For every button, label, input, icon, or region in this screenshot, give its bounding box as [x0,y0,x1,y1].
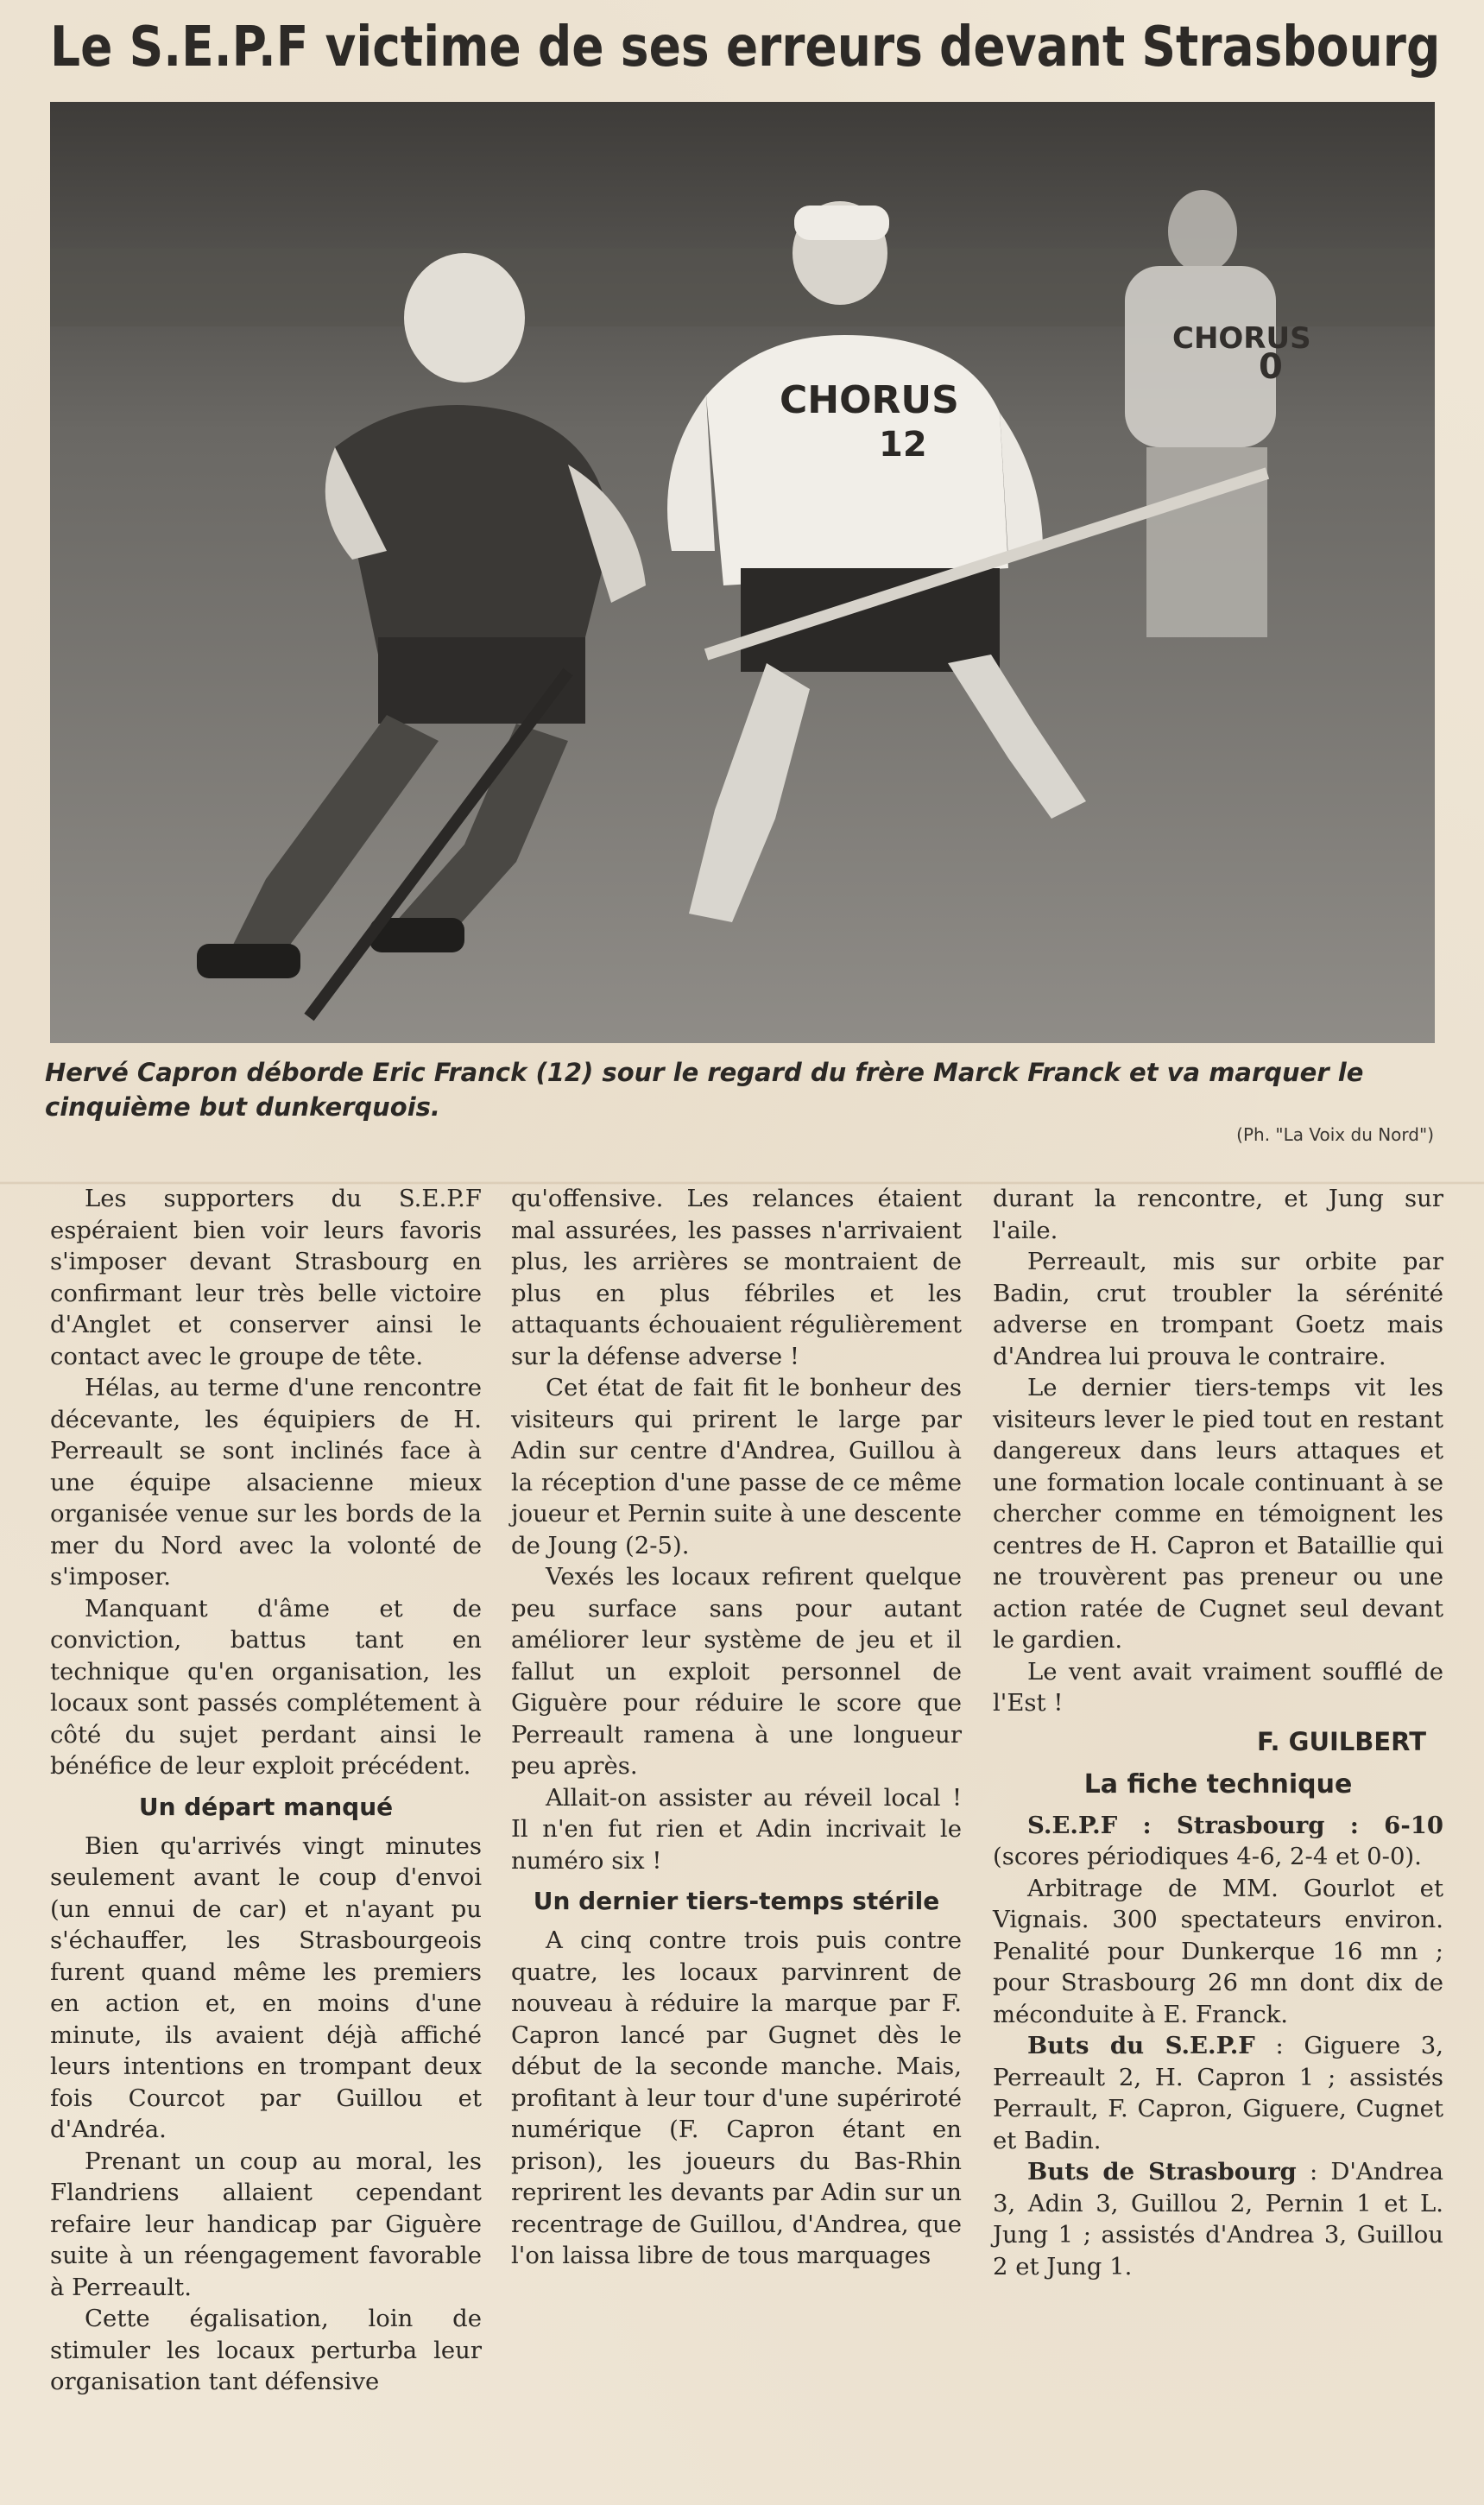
paragraph: Le vent avait vraiment soufflé de l'Est ! [993,1657,1443,1717]
buts-sepf-label: Buts du S.E.P.F [1027,2032,1255,2059]
score-detail: (scores périodiques 4-6, 2-4 et 0-0). [993,1843,1422,1870]
paragraph: Prenant un coup au moral, les Flandriens allaient cependant refaire leur handicap par Giguère suite à un réengagement favorable à Perreault. [50,2147,482,2301]
paragraph: Hélas, au terme d'une rencontre décevante, les équipiers de H. Perreault se sont inclinés face à une équipe alsacienne mieux organisée venue sur les bords de la mer du Nord avec la volonté de s'imposer. [50,1374,482,1591]
column-2 [511,1183,962,2272]
paragraph: qu'offensive. Les relances étaient mal assurées, les passes n'arrivaient plus, les arrières se montraient de plus en plus fébriles et les attaquants échouaient régulièrement sur la défense adverse ! [511,1185,962,1370]
jersey-text: CHORUS [780,378,959,422]
author-signature: F. GUILBERT [1256,1726,1426,1756]
subheading: Un dernier tiers-temps stérile [533,1887,940,1915]
paragraph: Bien qu'arrivés vingt minutes seulement avant le coup d'envoi (un ennui de car) et n'ayant pu s'échauffer, les Strasbourgeois furent quand même les premiers en action et, en moins d'une minute, ils avaient déjà affiché leurs intentions en trompant deux fois Courcot par Guillou et d'Andréa. [50,1831,482,2143]
photo-caption: Hervé Capron déborde Eric Franck (12) sour le regard du frère Marck Franck et va marquer le cinquième but dunkerquois. [45,1058,1364,1122]
paragraph: Les supporters du S.E.P.F espéraient bien voir leurs favoris s'imposer devant Strasbourg en confirmant leur très belle victoire d'Anglet et conserver ainsi le contact avec le groupe de tête. [50,1185,482,1370]
subheading: Un départ manqué [138,1792,394,1821]
paragraph: Cet état de fait fit le bonheur des visiteurs qui prirent le large par Adin sur centre d'Andrea, Guillou à la réception d'une passe de ce même joueur et Pernin suite à une descente de Joung (2-5). [511,1374,962,1559]
buts-strasbourg-text: : D'Andrea 3, Adin 3, Guillou 2, Pernin 1 et L. Jung 1 ; assistés d'Andrea 3, Guillou 2 et Jung 1. [993,2158,1443,2280]
paragraph: Cette égalisation, loin de stimuler les locaux perturba leur organisation tant défensive [50,2305,482,2395]
paragraph: Manquant d'âme et de conviction, battus tant en technique qu'en organisation, les locaux sont passés complétement à côté du sujet perdant ainsi le bénéfice de leur exploit précédent. [50,1594,482,1780]
column-1 [50,1183,482,2398]
buts-strasbourg [993,2156,1443,2282]
article-headline: Le S.E.P.F victime de ses erreurs devant Strasbourg [50,16,1441,79]
background-jersey-text: CHORUS [1172,321,1311,356]
column-3 [993,1183,1443,2282]
paragraph: durant la rencontre, et Jung sur l'aile. [993,1185,1443,1244]
buts-strasbourg-label: Buts de Strasbourg [1027,2158,1297,2186]
background-jersey-number: 0 [1259,347,1283,387]
hockey-photo [50,102,1435,1043]
paragraph: Le dernier tiers-temps vit les visiteurs lever le pied tout en restant dangereux dans leurs attaques et une formation locale continuant à se chercher comme en témoignent les centres de H. Capron et Bataillie qui ne trouvèrent pas preneur ou une action ratée de Cugnet seul devant le gardien. [993,1374,1443,1654]
score-paragraph [993,1810,1443,1873]
paragraph: A cinq contre trois puis contre quatre, les locaux parvinrent de nouveau à réduire la marque par F. Capron lancé par Gugnet dès le début de la seconde manche. Mais, profitant à leur tour d'une supériroté numérique (F. Capron étant en prison), les joueurs du Bas-Rhin reprirent les devants par Adin sur un recentrage de Guillou, d'Andrea, que l'on laissa libre de tous marquages [511,1926,962,2269]
paragraph: Vexés les locaux refirent quelque peu surface sans pour autant améliorer leur système de jeu et il fallut un exploit personnel de Giguère pour réduire le score que Perreault ramena à une longueur peu après. [511,1563,962,1780]
jersey-number: 12 [879,425,927,465]
score-label: S.E.P.F : Strasbourg : 6-10 [1027,1811,1443,1839]
buts-sepf-text: : Giguere 3, Perreault 2, H. Capron 1 ; assistés Perrault, F. Capron, Giguere, Cugnet et Badin. [993,2032,1443,2154]
fiche-technique-title: La fiche technique [1083,1769,1353,1800]
hockey-photo-drawing [50,102,1435,1043]
buts-sepf [993,2030,1443,2156]
paragraph: Perreault, mis sur orbite par Badin, crut troubler la sérénité adverse en trompant Goetz mais d'Andrea lui prouva le contraire. [993,1248,1443,1370]
paragraph: Allait-on assister au réveil local ! Il n'en fut rien et Adin incrivait le numéro six ! [511,1783,962,1875]
photo-credit: (Ph. "La Voix du Nord") [1236,1124,1434,1145]
paragraph: Arbitrage de MM. Gourlot et Vignais. 300 spectateurs environ. Penalité pour Dunkerque 16 mn ; pour Strasbourg 26 mn dont dix de méconduite à E. Franck. [993,1874,1443,2028]
